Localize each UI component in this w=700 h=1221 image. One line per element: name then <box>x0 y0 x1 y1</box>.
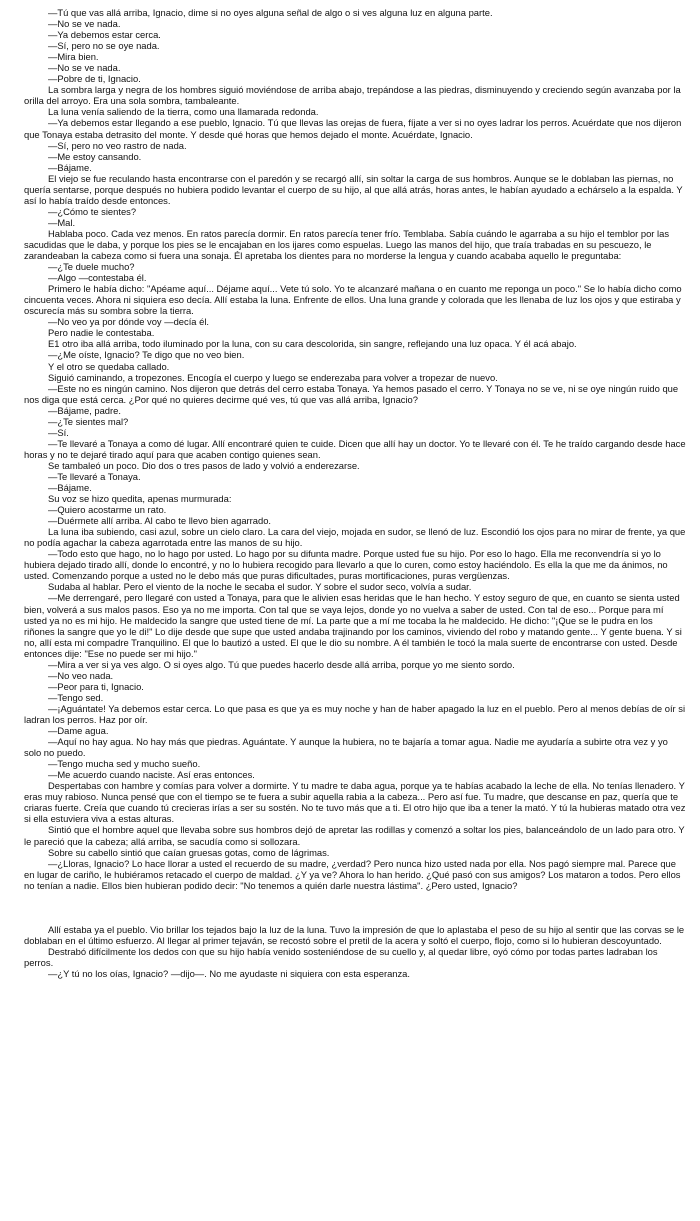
paragraph: —Mal. <box>48 216 76 228</box>
paragraph: —Tengo mucha sed y mucho sueño. <box>48 758 201 770</box>
paragraph: El viejo se fue reculando hasta encontrarse con el paredón y se recargó allí, sin soltar la carga de sus hombros. Aunque se le doblaban las piernas, no quería sentarse, porque después no hubiera podido levantar el cuerpo de su hijo, al que allá atrás, horas antes, le habían ayudado a echárselo a la espalda. Y así lo había traído desde entonces. <box>24 172 683 206</box>
paragraph: —¿Cómo te sientes? <box>48 205 137 217</box>
paragraph: Su voz se hizo quedita, apenas murmurada: <box>48 493 232 505</box>
paragraph: Pero nadie le contestaba. <box>48 327 155 339</box>
paragraph: —Aquí no hay agua. No hay más que piedras. Aguántate. Y aunque la hubiera, no te bajaría a tomar agua. Nadie me ayudaría a subirte otra vez y yo solo no puedo. <box>24 736 668 759</box>
paragraph: —¿Te sientes mal? <box>48 415 129 427</box>
paragraph: —Sí. <box>48 426 69 438</box>
paragraph: —Mira a ver si ya ves algo. O si oyes algo. Tú que puedes hacerlo desde allá arriba, porque yo me siento sordo. <box>48 658 515 670</box>
paragraph: —No se ve nada. <box>48 18 121 30</box>
paragraph: —No veo ya por dónde voy —decía él. <box>48 316 210 328</box>
paragraph: —¿Y tú no los oías, Ignacio? —dijo—. No me ayudaste ni siquiera con esta esperanza. <box>48 967 411 979</box>
paragraph: La sombra larga y negra de los hombres siguió moviéndose de arriba abajo, trepándose a las piedras, disminuyendo y creciendo según avanzaba por la orilla del arroyo. Era una sola sombra, tambaleante. <box>24 84 681 107</box>
paragraph: Allí estaba ya el pueblo. Vio brillar los tejados bajo la luz de la luna. Tuvo la impresión de que lo aplastaba el peso de su hijo al sentir que las corvas se le doblaban en el último esfuerzo. Al llegar al primer tejaván, se recostó sobre el pretil de la acera y soltó el cuerpo, flojo, como si lo hubieran descoyuntado. <box>24 923 685 946</box>
paragraph: La luna iba subiendo, casi azul, sobre un cielo claro. La cara del viejo, mojada en sudor, se llenó de luz. Escondió los ojos para no mirar de frente, ya que no podía agachar la cabeza agarrotada entre las manos de su hijo. <box>24 526 686 549</box>
paragraph: —Te llevaré a Tonaya a como dé lugar. Allí encontraré quien te cuide. Dicen que allí hay un doctor. Yo te llevaré con él. Te he traído cargando desde hace horas y no te dejaré tirado aquí para que acaben contigo quienes sean. <box>24 437 686 460</box>
paragraph: —Algo —contestaba él. <box>48 272 147 284</box>
paragraph: —Me estoy cansando. <box>48 150 142 162</box>
paragraph: Primero le había dicho: "Apéame aquí... Déjame aquí... Vete tú solo. Yo te alcanzaré mañana o en cuanto me reponga un poco." Se lo había dicho como cincuenta veces. Ahora ni siquiera eso decía. Allí estaba la luna. Enfrente de ellos. Una luna grande y colorada que les llenaba de luz los ojos y que estiraba y oscurecía más su sombra sobre la tierra. <box>24 283 682 317</box>
story-part-1 <box>24 7 686 891</box>
paragraph: Hablaba poco. Cada vez menos. En ratos parecía dormir. En ratos parecía tener frío. Temblaba. Sabía cuándo le agarraba a su hijo el temblor por las sacudidas que le daba, y porque los pies se le encajaban en los ijares como espuelas. Luego las manos del hijo, que traía trabadas en su pescuezo, le zarandeaban la cabeza como si fuera una sonaja. Él apretaba los dientes para no morderse la lengua y cuando acababa aquello le preguntaba: <box>24 227 670 262</box>
paragraph: Sobre su cabello sintió que caían gruesas gotas, como de lágrimas. <box>48 846 330 858</box>
paragraph: E1 otro iba allá arriba, todo iluminado por la luna, con su cara descolorida, sin sangre, reflejando una luz opaca. Y él acá abajo. <box>48 338 577 350</box>
section-break <box>24 891 686 924</box>
paragraph: —Este no es ningún camino. Nos dijeron que detrás del cerro estaba Tonaya. Ya hemos pasado el cerro. Y Tonaya no se ve, ni se oye ningún ruido que nos diga que está cerca. ¿Por qué no quieres decirme qué ves, tú que vas allá arriba, Ignacio? <box>24 382 679 405</box>
paragraph: —Tú que vas allá arriba, Ignacio, dime si no oyes alguna señal de algo o si ves alguna luz en alguna parte. <box>48 7 493 18</box>
paragraph: —Te llevaré a Tonaya. <box>48 470 141 482</box>
paragraph: —Ya debemos estar cerca. <box>48 29 161 41</box>
paragraph: —Pobre de ti, Ignacio. <box>48 73 141 85</box>
paragraph: —No se ve nada. <box>48 62 121 74</box>
paragraph: Sintió que el hombre aquel que llevaba sobre sus hombros dejó de apretar las rodillas y comenzó a soltar los pies, balanceándolo de un lado para otro. Y le pareció que la cabeza; allá arriba, se sacudía como si sollozara. <box>24 824 685 847</box>
paragraph: —Tengo sed. <box>48 691 104 703</box>
paragraph: —No veo nada. <box>48 669 114 681</box>
paragraph: —Me derrengaré, pero llegaré con usted a Tonaya, para que le alivien esas heridas que le han hecho. Y estoy seguro de que, en cuanto se sienta usted bien, volverá a sus malos pasos. Eso ya no me importa. Con tal que se vaya lejos, donde yo no vuelva a saber de usted. Con tal de eso... Porque para mí usted ya no es mi hijo. He maldecido la sangre que usted tiene de mí. La parte que a mí me tocaba la he maldecido. He dicho: "¡Que se le pudra en los riñones la sangre que yo le di!" Lo dije desde que supe que usted andaba trajinando por los caminos, viviendo del robo y matando gente... Y gente buena. Y si no, allí esta mi compadre Tranquilino. El que lo bautizó a usted. El que le dio su nombre. A él también le tocó la mala suerte de encontrarse con usted. Desde entonces dije: "Ese no puede ser mi hijo." <box>24 592 682 659</box>
paragraph: Destrabó difícilmente los dedos con que su hijo había venido sosteniéndose de su cuello y, al quedar libre, oyó cómo por todas partes ladraban los perros. <box>24 945 658 968</box>
paragraph: —Me acuerdo cuando naciste. Así eras entonces. <box>48 769 255 781</box>
paragraph: —Quiero acostarme un rato. <box>48 504 167 516</box>
paragraph: —Peor para ti, Ignacio. <box>48 680 144 692</box>
paragraph: Sudaba al hablar. Pero el viento de la noche le secaba el sudor. Y sobre el sudor seco, volvía a sudar. <box>48 581 472 593</box>
paragraph: —Todo esto que hago, no lo hago por usted. Lo hago por su difunta madre. Porque usted fue su hijo. Por eso lo hago. Ella me reconvendría si yo lo hubiera dejado tirado allí, donde lo encontré, y no lo hubiera recogido para llevarlo a que lo curen, como estoy haciéndolo. Es ella la que me da ánimos, no usted. Comenzando porque a usted no le debo más que puras dificultades, puras mortificaciones, puras vergüenzas. <box>24 548 668 582</box>
paragraph: —¡Aguántate! Ya debemos estar cerca. Lo que pasa es que ya es muy noche y han de haber apagado la luz en el pueblo. Pero al menos debías de oír si ladran los perros. Haz por oír. <box>24 702 686 725</box>
paragraph: —¿Lloras, Ignacio? Lo hace llorar a usted el recuerdo de su madre, ¿verdad? Pero nunca hizo usted nada por ella. Nos pagó siempre mal. Parece que en lugar de cariño, le hubiéramos retacado el cuerpo de maldad. ¿Y ya ve? Ahora lo han herido. ¿Qué pasó con sus amigos? Los mataron a todos. Pero ellos no tenían a nadie. Ellos bien hubieran podido decir: "No tenemos a quién darle nuestra lástima". ¿Pero usted, Ignacio? <box>24 857 681 891</box>
paragraph: Se tambaleó un poco. Dio dos o tres pasos de lado y volvió a enderezarse. <box>48 459 360 471</box>
paragraph: Y el otro se quedaba callado. <box>48 360 170 372</box>
paragraph: —Bájame. <box>48 161 92 173</box>
paragraph: La luna venía saliendo de la tierra, como una llamarada redonda. <box>48 106 319 118</box>
paragraph: —Sí, pero no veo rastro de nada. <box>48 139 187 151</box>
paragraph: —Bájame. <box>48 482 92 494</box>
paragraph: Despertabas con hambre y comías para volver a dormirte. Y tu madre te daba agua, porque ya te habías acabado la leche de ella. No tenías llenadero. Y eras muy rabioso. Nunca pensé que con el tiempo se te fuera a subir aquella rabia a la cabeza... Pero así fue. Tu madre, que descanse en paz, quería que te criaras fuerte. Creía que cuando tú crecieras irías a ser su sostén. No te tuvo más que a ti. El otro hijo que iba a tener la mató. Y tú la hubieras matado otra vez si ella estuviera viva a estas alturas. <box>24 780 686 825</box>
paragraph: —Mira bien. <box>48 51 99 63</box>
paragraph: —¿Te duele mucho? <box>48 261 135 273</box>
paragraph: —¿Me oíste, Ignacio? Te digo que no veo bien. <box>48 349 245 361</box>
paragraph: —Duérmete allí arriba. Al cabo te llevo bien agarrado. <box>48 515 272 527</box>
paragraph: Siguió caminando, a tropezones. Encogía el cuerpo y luego se enderezaba para volver a tropezar de nuevo. <box>48 371 498 383</box>
paragraph: —Bájame, padre. <box>48 404 121 416</box>
paragraph: —Dame agua. <box>48 725 109 737</box>
paragraph: —Sí, pero no se oye nada. <box>48 40 160 52</box>
paragraph: —Ya debemos estar llegando a ese pueblo, Ignacio. Tú que llevas las orejas de fuera, fíjate a ver si no oyes ladrar los perros. Acuérdate que nos dijeron que Tonaya estaba detrasito del monte. Y desde qué horas que hemos dejado el monte. Acuérdate, Ignacio. <box>24 117 682 140</box>
story-part-2 <box>24 924 686 979</box>
